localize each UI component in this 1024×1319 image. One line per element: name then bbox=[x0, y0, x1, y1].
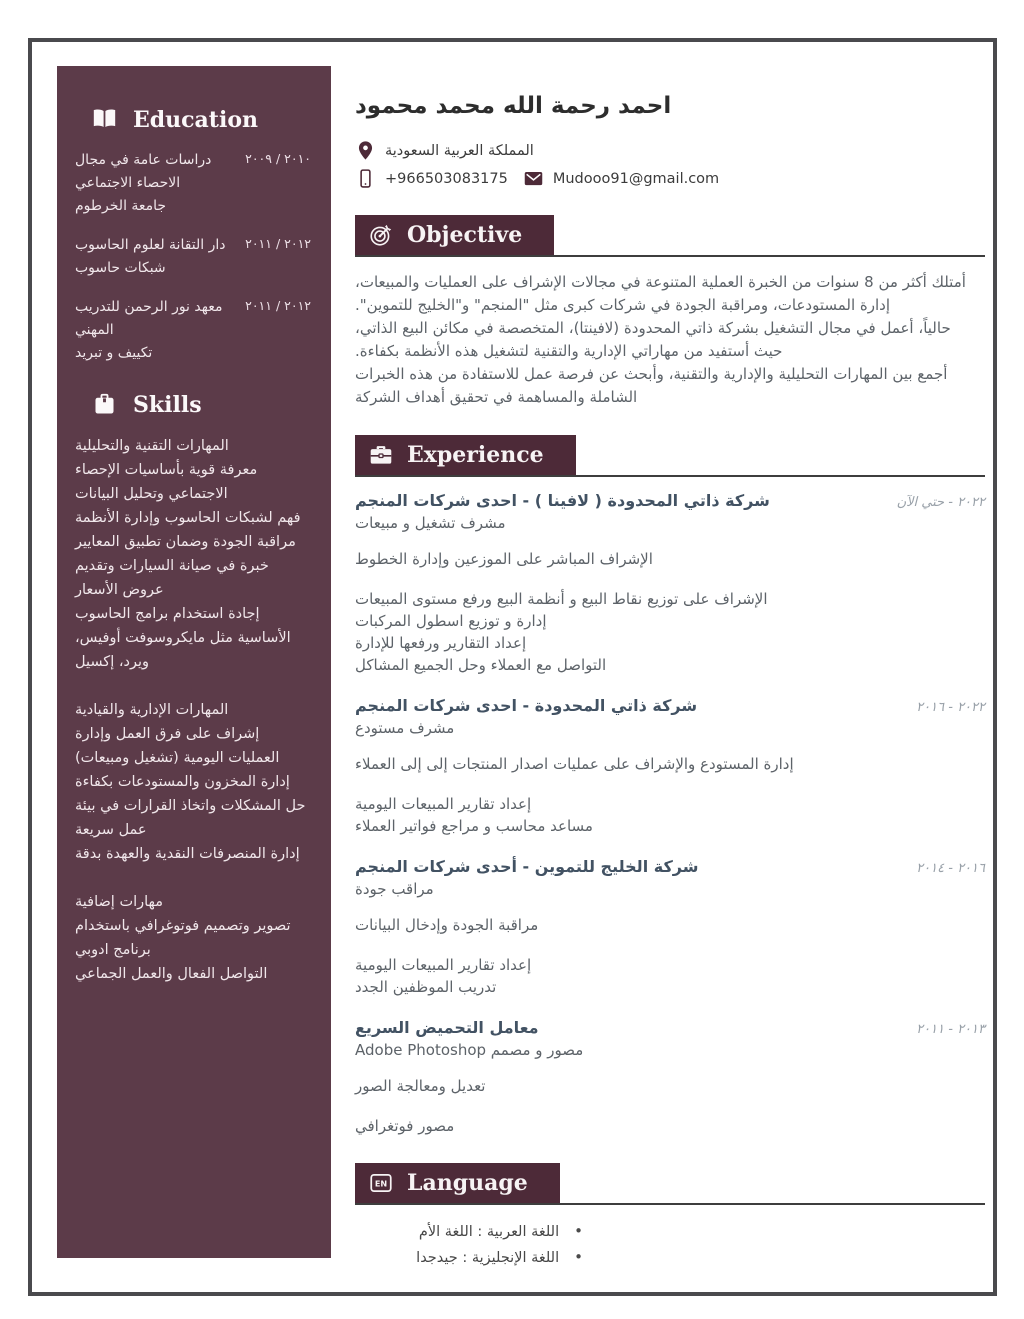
experience-role: مشرف مستودع bbox=[355, 719, 455, 737]
objective-line: الشاملة والمساهمة في تحقيق أهداف الشركة bbox=[355, 388, 638, 406]
briefcase-icon bbox=[368, 442, 394, 468]
experience-dates: ٢٠١٣ - ٢٠١١ bbox=[916, 1022, 985, 1037]
experience-entries bbox=[355, 491, 985, 1137]
experience-role: مشرف تشغيل و مبيعات bbox=[355, 514, 506, 532]
experience-detail-line: الإشراف المباشر على الموزعين وإدارة الخطوط bbox=[355, 550, 653, 568]
experience-detail-group bbox=[355, 793, 985, 837]
experience-dates: ٢٠٢٢ - حتي الآن bbox=[896, 495, 985, 510]
experience-details bbox=[355, 1075, 985, 1137]
email-address: Mudooo91@gmail.com bbox=[552, 170, 720, 187]
education-dates: ٢٠١٢ / ٢٠١١ bbox=[245, 298, 311, 313]
education-degree: معهد نور الرحمن للتدريب المهني bbox=[75, 299, 223, 338]
objective-title: Objective bbox=[407, 222, 523, 248]
education-degree: دراسات عامة في مجال الاحصاء الاجتماعي bbox=[75, 152, 212, 191]
skill-line: المهارات التقنية والتحليلية bbox=[75, 438, 229, 454]
target-arrow-icon bbox=[368, 222, 394, 248]
sidebar bbox=[57, 66, 331, 1258]
education-institution: تكييف و تبريد bbox=[75, 345, 153, 361]
experience-detail-line: تعديل ومعالجة الصور bbox=[355, 1077, 486, 1095]
skill-line: إجادة استخدام برامج الحاسوب الأساسية مثل مايكروسوفت أوفيس، ويرد، إكسيل bbox=[75, 606, 291, 670]
experience-detail-group bbox=[355, 1115, 985, 1137]
education-title: Education bbox=[133, 106, 258, 133]
skill-line: إدارة المنصرفات النقدية والعهدة بدقة bbox=[75, 846, 300, 862]
experience-detail-line: تدريب الموظفين الجدد bbox=[355, 978, 497, 996]
svg-text:EN: EN bbox=[374, 1178, 388, 1189]
bullet-dot-icon: • bbox=[574, 1248, 583, 1266]
education-entry bbox=[75, 149, 311, 218]
experience-detail-line: التواصل مع العملاء وحل الجميع المشاكل bbox=[355, 656, 607, 674]
objective-body bbox=[355, 271, 985, 409]
experience-detail-group bbox=[355, 753, 985, 775]
education-institution: جامعة الخرطوم bbox=[75, 198, 167, 214]
experience-detail-line: إدارة المستودع والإشراف على عمليات اصدار المنتجات إلى إلى العملاء bbox=[355, 755, 794, 773]
experience-detail-line: إعداد التقارير ورفعها للإدارة bbox=[355, 634, 527, 652]
map-pin-icon bbox=[355, 140, 376, 161]
education-section-header bbox=[75, 106, 311, 133]
skill-line: تصوير وتصميم فوتوغرافي باستخدام برنامج ادوبي bbox=[75, 918, 291, 958]
experience-company: شركة ذاتي المحدودة - احدى شركات المنجم bbox=[355, 696, 698, 715]
language-item bbox=[371, 1245, 583, 1271]
experience-section-header bbox=[355, 435, 985, 477]
objective-line: حيث أستفيد من مهاراتي الإدارية والتقنية لتشغيل هذه الأنظمة بكفاءة. bbox=[355, 342, 783, 360]
experience-detail-line: إعداد تقارير المبيعات اليومية bbox=[355, 956, 532, 974]
experience-detail-group bbox=[355, 914, 985, 936]
skill-line: خبرة في صيانة السيارات وتقديم عروض الأسعار bbox=[75, 558, 269, 598]
experience-details bbox=[355, 914, 985, 998]
skills-group bbox=[75, 890, 311, 986]
skill-line: مراقبة الجودة وضمان تطبيق المعايير bbox=[75, 534, 296, 550]
experience-dates: ٢٠٢٢ - ٢٠١٦ bbox=[916, 700, 985, 715]
en-badge-icon bbox=[368, 1170, 394, 1196]
education-dates: ٢٠١٠ / ٢٠٠٩ bbox=[245, 151, 311, 166]
skill-line: إدارة المخزون والمستودعات بكفاءة bbox=[75, 774, 290, 790]
experience-dates: ٢٠١٦ - ٢٠١٤ bbox=[916, 861, 985, 876]
experience-entry bbox=[355, 1018, 985, 1137]
location-text: المملكة العربية السعودية bbox=[385, 142, 534, 159]
experience-company: شركة ذاتي المحدودة ( لافينا ) - احدى شركات المنجم bbox=[355, 491, 770, 510]
language-bar bbox=[355, 1163, 560, 1203]
language-title: Language bbox=[407, 1170, 528, 1196]
skills-group bbox=[75, 698, 311, 866]
bullet-dot-icon: • bbox=[574, 1222, 583, 1240]
experience-detail-line: إدارة و توزيع اسطول المركبات bbox=[355, 612, 547, 630]
language-label: اللغة العربية : اللغة الأم bbox=[418, 1224, 560, 1240]
skill-line: فهم لشبكات الحاسوب وإدارة الأنظمة bbox=[75, 510, 301, 526]
language-section-header bbox=[355, 1163, 985, 1205]
language-list bbox=[371, 1219, 583, 1271]
experience-title: Experience bbox=[407, 442, 544, 468]
open-book-icon bbox=[91, 106, 118, 133]
experience-company: معامل التحميض السريع bbox=[355, 1018, 539, 1037]
experience-detail-line: مصور فوتغرافي bbox=[355, 1117, 455, 1135]
education-entry bbox=[75, 296, 311, 365]
objective-line: حالياً، أعمل في مجال التشغيل بشركة ذاتي المحدودة (لافينتا)، المتخصصة في مكائن البيع الذاتي، bbox=[355, 319, 951, 337]
objective-line: إدارة المستودعات، ومراقبة الجودة في شركات كبرى مثل "المنجم" و"الخليج للتموين". bbox=[355, 296, 891, 314]
experience-entry bbox=[355, 857, 985, 998]
skills-section bbox=[75, 391, 311, 986]
phone-email-row bbox=[355, 168, 985, 189]
skill-line: مهارات إضافية bbox=[75, 894, 163, 910]
experience-detail-line: مساعد محاسب و مراجع فواتير العملاء bbox=[355, 817, 593, 835]
education-dates: ٢٠١٢ / ٢٠١١ bbox=[245, 236, 311, 251]
education-entries bbox=[75, 149, 311, 365]
location-row bbox=[355, 140, 985, 161]
skill-line: حل المشكلات واتخاذ القرارات في بيئة عمل سريعة bbox=[75, 798, 306, 838]
education-entry bbox=[75, 234, 311, 280]
objective-bar bbox=[355, 215, 554, 255]
smartphone-icon bbox=[355, 168, 376, 189]
candidate-name: احمد رحمة الله محمد محمود bbox=[355, 93, 672, 119]
skills-groups bbox=[75, 434, 311, 986]
experience-role: مصور و مصمم Adobe Photoshop bbox=[355, 1041, 584, 1059]
envelope-icon bbox=[523, 168, 544, 189]
skills-title: Skills bbox=[133, 391, 202, 418]
education-institution: شبكات حاسوب bbox=[75, 260, 166, 276]
skills-group bbox=[75, 434, 311, 674]
experience-detail-line: إعداد تقارير المبيعات اليومية bbox=[355, 795, 532, 813]
experience-role: مراقب جودة bbox=[355, 880, 434, 898]
main-column bbox=[355, 78, 985, 1271]
experience-detail-line: الإشراف على توزيع نقاط البيع و أنظمة البيع ورفع مستوى المبيعات bbox=[355, 590, 768, 608]
language-item bbox=[371, 1219, 583, 1245]
skill-line: إشراف على فرق العمل وإدارة العمليات اليومية (تشغيل ومبيعات) bbox=[75, 726, 280, 766]
experience-details bbox=[355, 753, 985, 837]
skill-line: المهارات الإدارية والقيادية bbox=[75, 702, 229, 718]
experience-detail-group bbox=[355, 588, 985, 676]
experience-entry bbox=[355, 491, 985, 676]
skills-section-header bbox=[75, 391, 311, 418]
experience-detail-line: مراقبة الجودة وإدخال البيانات bbox=[355, 916, 539, 934]
experience-entry bbox=[355, 696, 985, 837]
satchel-icon bbox=[91, 391, 118, 418]
language-label: اللغة الإنجليزية : جيدجدا bbox=[416, 1250, 560, 1266]
experience-details bbox=[355, 548, 985, 676]
experience-detail-group bbox=[355, 954, 985, 998]
objective-line: أمتلك أكثر من 8 سنوات من الخبرة العملية المتنوعة في مجالات الإشراف على العمليات والمبيعات، bbox=[355, 273, 966, 291]
phone-number: +966503083175 bbox=[385, 170, 508, 187]
objective-section-header bbox=[355, 215, 985, 257]
experience-bar bbox=[355, 435, 576, 475]
experience-detail-group bbox=[355, 548, 985, 570]
objective-line: أجمع بين المهارات التحليلية والإدارية والتقنية، وأبحث عن فرصة عمل للاستفادة من هذه الخبرات bbox=[355, 365, 948, 383]
skill-line: معرفة قوية بأساسيات الإحصاء الاجتماعي وتحليل البيانات bbox=[75, 462, 258, 502]
education-degree: دار التقانة لعلوم الحاسوب bbox=[75, 237, 226, 253]
experience-company: شركة الخليج للتموين - أحدى شركات المنجم bbox=[355, 857, 699, 876]
skill-line: التواصل الفعال والعمل الجماعي bbox=[75, 966, 268, 982]
experience-detail-group bbox=[355, 1075, 985, 1097]
